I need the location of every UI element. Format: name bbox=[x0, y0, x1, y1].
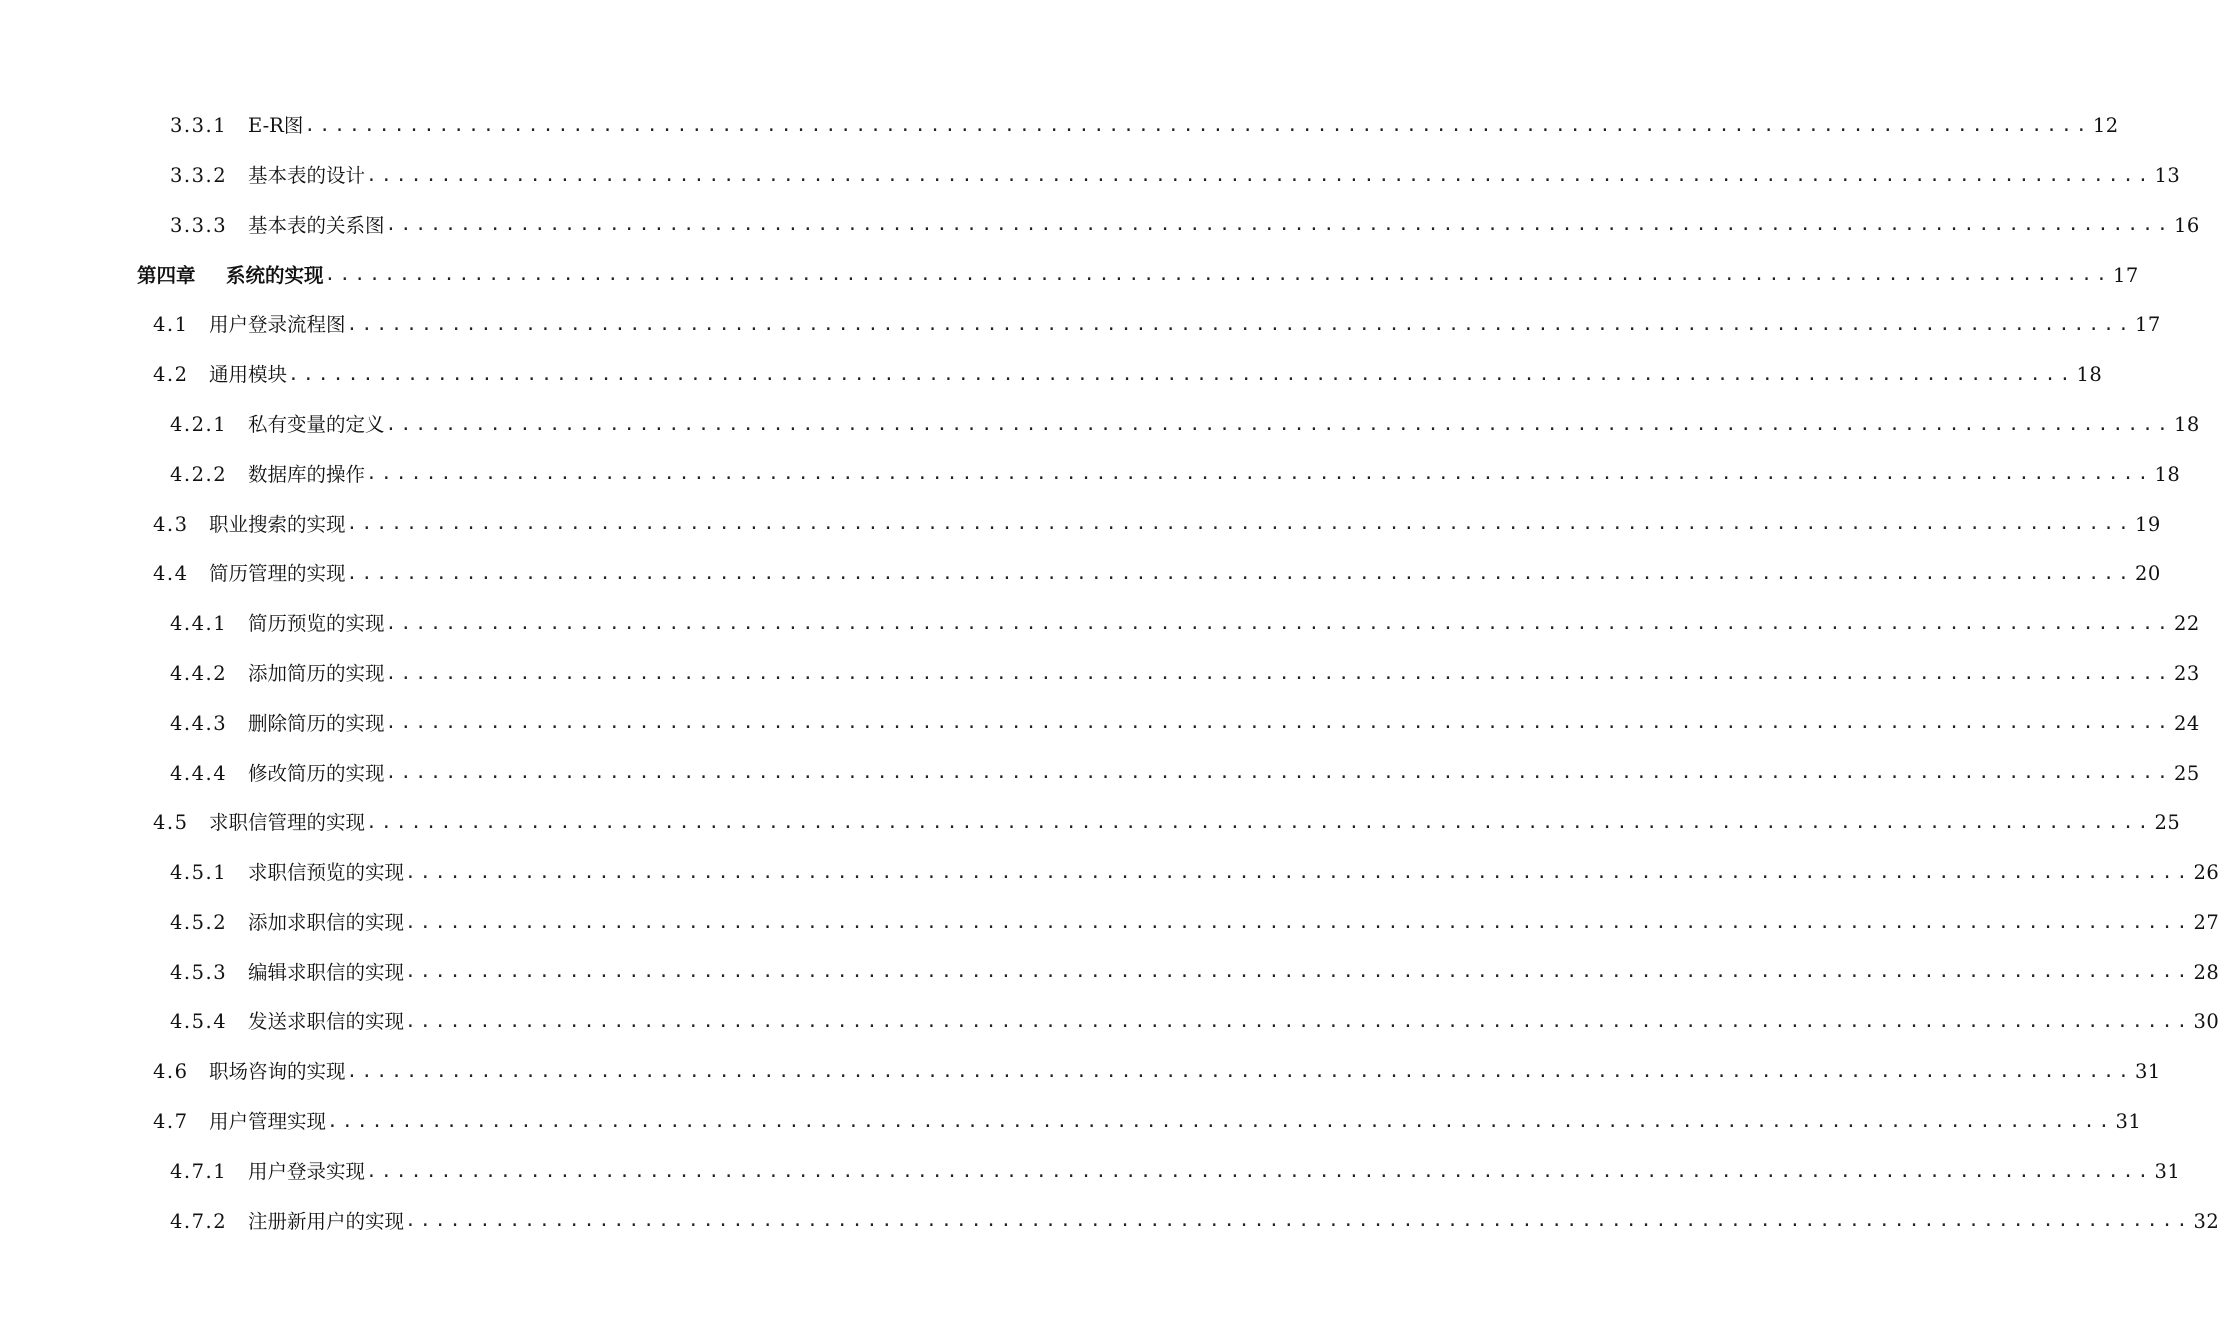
toc-entry-number: 4.3 bbox=[153, 512, 189, 536]
toc-entry-title: 编辑求职信的实现 bbox=[248, 960, 405, 984]
toc-page-number: 18 bbox=[2173, 412, 2200, 436]
toc-entry-number: 4.7 bbox=[153, 1110, 189, 1134]
toc-entry[interactable] bbox=[0, 400, 2200, 450]
toc-page-number: 31 bbox=[2134, 1060, 2161, 1084]
toc-dot-leader: ........................................................................................................................ bbox=[405, 961, 2192, 983]
toc-page-number: 32 bbox=[2193, 1209, 2219, 1233]
toc-entry[interactable] bbox=[0, 549, 2161, 599]
toc-entry[interactable] bbox=[0, 250, 2139, 300]
toc-entry[interactable] bbox=[0, 699, 2200, 749]
toc-dot-leader: ........................................................................................................................ bbox=[385, 413, 2172, 435]
toc-entry-title: 用户登录流程图 bbox=[209, 313, 346, 337]
toc-entry-number: 4.7.2 bbox=[170, 1209, 228, 1233]
toc-page-number: 16 bbox=[2173, 213, 2200, 237]
toc-dot-leader: ........................................................................................................................ bbox=[366, 812, 2153, 834]
toc-dot-leader: ........................................................................................................................ bbox=[405, 1210, 2192, 1232]
toc-page-number: 22 bbox=[2173, 612, 2200, 636]
toc-entry-title: 通用模块 bbox=[209, 363, 288, 387]
toc-entry[interactable] bbox=[0, 350, 2103, 400]
toc-page-number: 26 bbox=[2193, 861, 2219, 885]
toc-entry[interactable] bbox=[0, 649, 2200, 699]
toc-entry[interactable] bbox=[0, 898, 2219, 948]
toc-entry-number: 4.4.2 bbox=[170, 661, 228, 685]
toc-entry-number: 4.2.2 bbox=[170, 462, 228, 486]
toc-page-number: 23 bbox=[2173, 661, 2200, 685]
toc-dot-leader: ........................................................................................................................ bbox=[288, 363, 2075, 385]
toc-entry-title: 简历预览的实现 bbox=[248, 612, 385, 636]
toc-entry[interactable] bbox=[0, 798, 2181, 848]
toc-entry[interactable] bbox=[0, 499, 2161, 549]
toc-entry-title: 用户管理实现 bbox=[209, 1110, 327, 1134]
toc-entry-title: 用户登录实现 bbox=[248, 1159, 366, 1183]
toc-page-number: 18 bbox=[2154, 462, 2181, 486]
toc-entry[interactable] bbox=[0, 201, 2200, 251]
toc-dot-leader: ........................................................................................................................ bbox=[405, 1011, 2192, 1033]
toc-page-number: 12 bbox=[2092, 114, 2119, 138]
toc-page-number: 18 bbox=[2076, 363, 2103, 387]
toc-entry-title: 基本表的关系图 bbox=[248, 213, 385, 237]
toc-entry-title: 基本表的设计 bbox=[248, 163, 366, 187]
toc-page-number: 31 bbox=[2115, 1110, 2142, 1134]
toc-page-number: 25 bbox=[2173, 761, 2200, 785]
toc-entry-number: 4.5.2 bbox=[170, 910, 228, 934]
toc-dot-leader: ........................................................................................................................ bbox=[346, 513, 2133, 535]
toc-page-number: 28 bbox=[2193, 960, 2219, 984]
toc-entry-number: 第四章 bbox=[137, 263, 196, 287]
toc-entry[interactable] bbox=[0, 101, 2119, 151]
toc-page-number: 27 bbox=[2193, 910, 2219, 934]
toc-dot-leader: ........................................................................................................................ bbox=[385, 612, 2172, 634]
toc-dot-leader: ........................................................................................................................ bbox=[346, 314, 2133, 336]
toc-page-number: 25 bbox=[2154, 811, 2181, 835]
toc-entry[interactable] bbox=[0, 1047, 2161, 1097]
toc-entry-number: 4.6 bbox=[153, 1060, 189, 1084]
toc-entry-number: 4.4.4 bbox=[170, 761, 228, 785]
toc-dot-leader: ........................................................................................................................ bbox=[366, 164, 2153, 186]
toc-entry-title: 删除简历的实现 bbox=[248, 711, 385, 735]
table-of-contents bbox=[0, 101, 2219, 1246]
toc-page-number: 19 bbox=[2134, 512, 2161, 536]
toc-entry-number: 4.5.1 bbox=[170, 861, 228, 885]
toc-entry-number: 3.3.3 bbox=[170, 213, 228, 237]
toc-entry-number: 4.5.3 bbox=[170, 960, 228, 984]
toc-entry-number: 4.7.1 bbox=[170, 1159, 228, 1183]
toc-dot-leader: ........................................................................................................................ bbox=[385, 712, 2172, 734]
toc-entry-number: 4.5 bbox=[153, 811, 189, 835]
toc-entry-title: 修改简历的实现 bbox=[248, 761, 385, 785]
toc-entry-number: 4.2.1 bbox=[170, 412, 228, 436]
toc-dot-leader: ........................................................................................................................ bbox=[405, 861, 2192, 883]
toc-entry-number: 4.4.3 bbox=[170, 711, 228, 735]
toc-entry-number: 3.3.2 bbox=[170, 163, 228, 187]
toc-entry-title: 添加求职信的实现 bbox=[248, 910, 405, 934]
toc-dot-leader: ........................................................................................................................ bbox=[385, 214, 2172, 236]
toc-dot-leader: ........................................................................................................................ bbox=[346, 563, 2133, 585]
toc-entry[interactable] bbox=[0, 300, 2161, 350]
toc-entry[interactable] bbox=[0, 1197, 2219, 1247]
toc-entry-number: 3.3.1 bbox=[170, 114, 228, 138]
toc-dot-leader: ........................................................................................................................ bbox=[327, 1110, 2114, 1132]
toc-entry-number: 4.1 bbox=[153, 313, 189, 337]
toc-page-number: 13 bbox=[2154, 163, 2181, 187]
toc-entry[interactable] bbox=[0, 1147, 2181, 1197]
toc-page-number: 17 bbox=[2112, 263, 2139, 287]
toc-dot-leader: ........................................................................................................................ bbox=[366, 463, 2153, 485]
toc-entry[interactable] bbox=[0, 151, 2181, 201]
toc-entry-title: 求职信管理的实现 bbox=[209, 811, 366, 835]
toc-dot-leader: ........................................................................................................................ bbox=[324, 264, 2111, 286]
toc-entry[interactable] bbox=[0, 948, 2219, 998]
toc-entry-number: 4.2 bbox=[153, 363, 189, 387]
toc-page-number: 31 bbox=[2154, 1159, 2181, 1183]
toc-page-number: 17 bbox=[2134, 313, 2161, 337]
toc-entry[interactable] bbox=[0, 1097, 2142, 1147]
toc-entry-title: 注册新用户的实现 bbox=[248, 1209, 405, 1233]
toc-dot-leader: ........................................................................................................................ bbox=[304, 114, 2091, 136]
toc-dot-leader: ........................................................................................................................ bbox=[405, 911, 2192, 933]
toc-entry[interactable] bbox=[0, 450, 2181, 500]
toc-entry[interactable] bbox=[0, 997, 2219, 1047]
toc-entry-number: 4.5.4 bbox=[170, 1010, 228, 1034]
toc-entry-title: 职场咨询的实现 bbox=[209, 1060, 346, 1084]
toc-entry-title: 职业搜索的实现 bbox=[209, 512, 346, 536]
toc-entry-title: E-R图 bbox=[248, 114, 304, 138]
toc-page-number: 30 bbox=[2193, 1010, 2219, 1034]
toc-entry[interactable] bbox=[0, 748, 2200, 798]
toc-entry-title: 发送求职信的实现 bbox=[248, 1010, 405, 1034]
toc-dot-leader: ........................................................................................................................ bbox=[385, 762, 2172, 784]
toc-entry-title: 系统的实现 bbox=[226, 263, 324, 287]
toc-entry-number: 4.4 bbox=[153, 562, 189, 586]
toc-dot-leader: ........................................................................................................................ bbox=[346, 1061, 2133, 1083]
toc-dot-leader: ........................................................................................................................ bbox=[366, 1160, 2153, 1182]
toc-dot-leader: ........................................................................................................................ bbox=[385, 662, 2172, 684]
toc-entry-title: 数据库的操作 bbox=[248, 462, 366, 486]
toc-entry[interactable] bbox=[0, 848, 2219, 898]
toc-page-number: 24 bbox=[2173, 711, 2200, 735]
toc-entry-title: 求职信预览的实现 bbox=[248, 861, 405, 885]
toc-entry-title: 简历管理的实现 bbox=[209, 562, 346, 586]
toc-entry[interactable] bbox=[0, 599, 2200, 649]
toc-entry-number: 4.4.1 bbox=[170, 612, 228, 636]
toc-entry-title: 私有变量的定义 bbox=[248, 412, 385, 436]
toc-entry-title: 添加简历的实现 bbox=[248, 661, 385, 685]
toc-page-number: 20 bbox=[2134, 562, 2161, 586]
